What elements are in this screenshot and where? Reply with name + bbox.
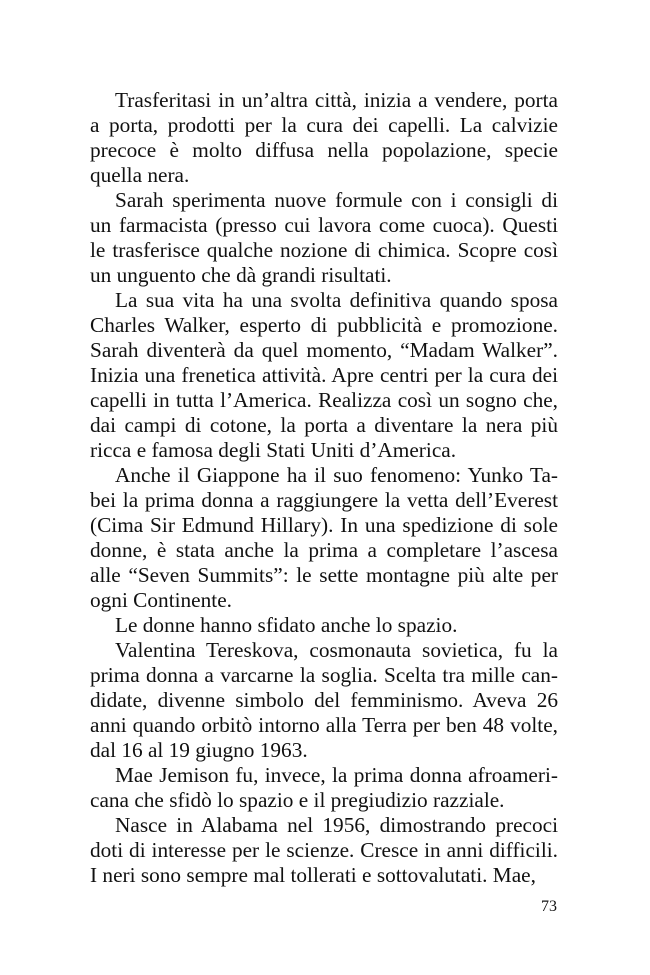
paragraph-3: La sua vita ha una svolta definitiva quando sposa Charles Walker, esperto di pubblicità e promozione. Sarah diventerà da quel momento, “Madam Walker”. Inizia una frenetica attività. Apre centri per la cura dei capelli in tutta l’America. Realizza così un sogno che, dai campi di cotone, la porta a diventare la nera più ricca e famosa degli Stati Uniti d’America. (90, 288, 558, 462)
page-body (90, 88, 558, 888)
paragraph-1: Trasferitasi in un’altra città, inizia a vendere, porta a porta, prodotti per la cura dei capelli. La calvizie precoce è molto diffusa nella popolazione, specie quella nera. (90, 88, 558, 187)
page-number: 73 (541, 898, 557, 915)
paragraph-5: Le donne hanno sfidato anche lo spazio. (115, 613, 458, 637)
paragraph-2: Sarah sperimenta nuove formule con i consigli di un farmacista (presso cui lavora come cuoca). Questi le trasferisce qualche nozione di chimica. Scopre così un unguento che dà grandi risultati. (90, 188, 558, 287)
paragraph-8: Nasce in Alabama nel 1956, dimostrando precoci doti di interesse per le scienze. Cresce in anni difficili. I neri sono sempre mal tollerati e sottovalutati. Mae, (90, 813, 558, 887)
paragraph-4: Anche il Giappone ha il suo fenomeno: Yunko Tabei la prima donna a raggiungere la vetta dell’Everest (Cima Sir Edmund Hillary). In una spedizione di sole donne, è stata anche la prima a completare l’ascesa alle “Seven Summits”: le sette montagne più alte per ogni Continente. (90, 463, 558, 612)
paragraph-7: Mae Jemison fu, invece, la prima donna afroamericana che sfidò lo spazio e il pregiudizio razziale. (90, 763, 558, 812)
paragraph-6: Valentina Tereskova, cosmonauta sovietica, fu la prima donna a varcarne la soglia. Scelta tra mille candidate, divenne simbolo del femminismo. Aveva 26 anni quando orbitò intorno alla Terra per ben 48 volte, dal 16 al 19 giugno 1963. (90, 638, 558, 762)
